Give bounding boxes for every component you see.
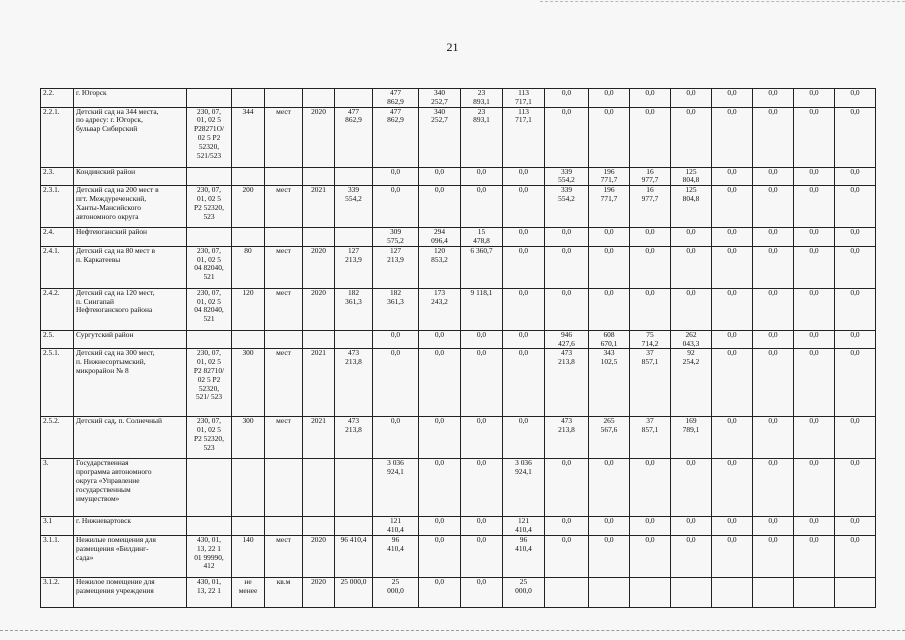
table-cell: 0,0 — [545, 246, 589, 288]
table-cell: 0,0 — [671, 535, 712, 577]
table-cell: 0,0 — [545, 459, 589, 517]
table-cell — [303, 330, 335, 349]
table-cell: 0,0 — [835, 186, 876, 228]
table-cell: 0,0 — [753, 417, 794, 459]
table-cell: 182 361,3 — [373, 288, 419, 330]
table-cell: 0,0 — [794, 228, 835, 247]
table-row — [41, 89, 876, 108]
table-cell: 121 410,4 — [503, 517, 545, 536]
table-cell: 0,0 — [835, 288, 876, 330]
table-cell: 127 213,9 — [373, 246, 419, 288]
table-cell: 15 478,8 — [461, 228, 503, 247]
table-cell: 0,0 — [671, 517, 712, 536]
table-cell — [303, 517, 335, 536]
table-cell: 0,0 — [794, 89, 835, 108]
table-cell: 0,0 — [794, 535, 835, 577]
table-cell: 0,0 — [630, 459, 671, 517]
table-cell: Кондинский район — [74, 167, 187, 186]
table-row — [41, 186, 876, 228]
table-cell: Детский сад на 80 мест в п. Каркатеевы — [74, 246, 187, 288]
table-cell: 0,0 — [753, 246, 794, 288]
table-cell: 2.4.2. — [41, 288, 74, 330]
table-cell: 0,0 — [503, 288, 545, 330]
table-cell: 2.4. — [41, 228, 74, 247]
table-cell: 0,0 — [671, 246, 712, 288]
table-cell: 294 096,4 — [419, 228, 461, 247]
table-cell: 0,0 — [753, 535, 794, 577]
table-cell: 0,0 — [589, 517, 630, 536]
table-cell: мест — [265, 246, 303, 288]
table-cell: 0,0 — [545, 89, 589, 108]
table-cell: 6 360,7 — [461, 246, 503, 288]
table-cell: Детский сад на 344 места, по адресу: г. Югорск, бульвар Сибирский — [74, 107, 187, 167]
table-cell: 230, 07, 01, 02 5 Р2 52320, 523 — [187, 186, 232, 228]
table-row — [41, 417, 876, 459]
table-cell — [265, 228, 303, 247]
table-cell: 0,0 — [671, 228, 712, 247]
table-cell: 3.1.2. — [41, 577, 74, 607]
table-cell — [232, 89, 265, 108]
table-cell: 0,0 — [589, 535, 630, 577]
table-cell — [335, 228, 373, 247]
table-cell: мест — [265, 417, 303, 459]
table-cell: 120 — [232, 288, 265, 330]
table-cell: 473 213,8 — [545, 349, 589, 417]
table-cell: 2021 — [303, 417, 335, 459]
table-row — [41, 107, 876, 167]
table-cell: 0,0 — [630, 107, 671, 167]
table-cell: 0,0 — [630, 288, 671, 330]
table-cell: 0,0 — [589, 459, 630, 517]
table-cell: 121 410,4 — [373, 517, 419, 536]
table-cell: 0,0 — [753, 459, 794, 517]
table-cell: 0,0 — [753, 167, 794, 186]
table-row — [41, 577, 876, 607]
table-cell: 9 118,1 — [461, 288, 503, 330]
table-cell: 113 717,1 — [503, 107, 545, 167]
table-cell: Детский сад на 300 мест, п. Нижнесортымский, микрорайон № 8 — [74, 349, 187, 417]
table-cell: 0,0 — [753, 288, 794, 330]
table-cell: 75 714,2 — [630, 330, 671, 349]
table-cell: 0,0 — [589, 246, 630, 288]
table-cell: 0,0 — [753, 89, 794, 108]
table-cell: 0,0 — [794, 517, 835, 536]
table-cell: 0,0 — [835, 517, 876, 536]
table-cell: 0,0 — [712, 107, 753, 167]
table-cell: Нежилое помещение для размещения учреждения — [74, 577, 187, 607]
table-cell: 0,0 — [712, 288, 753, 330]
table-cell: 0,0 — [373, 167, 419, 186]
table-cell: мест — [265, 349, 303, 417]
table-row — [41, 459, 876, 517]
table-cell: 0,0 — [794, 330, 835, 349]
table-cell: 3 036 924,1 — [373, 459, 419, 517]
table-cell: 120 853,2 — [419, 246, 461, 288]
table-cell: Нежилые помещения для размещения «Билдинг- сада» — [74, 535, 187, 577]
table-cell: 2.4.1. — [41, 246, 74, 288]
table-cell: 0,0 — [461, 167, 503, 186]
table-cell: 3. — [41, 459, 74, 517]
table-cell: Сургутский район — [74, 330, 187, 349]
table-cell: 230, 07, 01, 02 5 Р2 82710/ 02 5 Р2 52320, 521/ 523 — [187, 349, 232, 417]
table-cell — [187, 167, 232, 186]
table-cell: 0,0 — [753, 228, 794, 247]
program-table — [40, 88, 876, 608]
table-cell: 0,0 — [589, 288, 630, 330]
table-cell: 25 000,0 — [503, 577, 545, 607]
table-row — [41, 167, 876, 186]
table-cell — [335, 330, 373, 349]
table-cell: 80 — [232, 246, 265, 288]
table-cell: 0,0 — [712, 330, 753, 349]
table-cell: 0,0 — [712, 246, 753, 288]
table-cell: 230, 07, 01, 02 5 04 82040, 521 — [187, 288, 232, 330]
table-cell: 0,0 — [503, 330, 545, 349]
scan-bottom-edge — [0, 630, 905, 631]
table-cell — [335, 89, 373, 108]
table-cell: 0,0 — [753, 186, 794, 228]
table-cell — [232, 228, 265, 247]
table-cell — [712, 577, 753, 607]
table-cell: 37 857,1 — [630, 417, 671, 459]
table-cell: кв.м — [265, 577, 303, 607]
table-cell: 2.3.1. — [41, 186, 74, 228]
table-cell: 0,0 — [630, 246, 671, 288]
table-cell: 0,0 — [545, 517, 589, 536]
table-cell: 0,0 — [794, 417, 835, 459]
table-cell: 0,0 — [461, 186, 503, 228]
table-cell: 0,0 — [835, 349, 876, 417]
table-cell: 0,0 — [630, 517, 671, 536]
table-cell: 0,0 — [753, 517, 794, 536]
table-cell: 477 862,9 — [373, 89, 419, 108]
table-cell: 3.1.1. — [41, 535, 74, 577]
table-cell: 230, 07, 01, 02 5 Р2 52320, 523 — [187, 417, 232, 459]
table-cell: 477 862,9 — [373, 107, 419, 167]
table-cell: 0,0 — [794, 186, 835, 228]
table-cell: 25 000,0 — [373, 577, 419, 607]
table-cell: 0,0 — [461, 459, 503, 517]
table-cell: 0,0 — [373, 186, 419, 228]
table-cell: 2.3. — [41, 167, 74, 186]
table-cell: Детский сад на 200 мест в пгт. Междуреченский, Ханты-Мансийского автономного округа — [74, 186, 187, 228]
table-cell: 0,0 — [835, 459, 876, 517]
table-cell: 3 036 924,1 — [503, 459, 545, 517]
table-cell: 0,0 — [794, 459, 835, 517]
table-row — [41, 535, 876, 577]
table-cell: 0,0 — [419, 535, 461, 577]
table-cell: 125 804,8 — [671, 167, 712, 186]
table-cell: 0,0 — [630, 89, 671, 108]
table-cell — [265, 517, 303, 536]
table-cell: 0,0 — [794, 349, 835, 417]
table-cell: 0,0 — [630, 535, 671, 577]
table-cell — [187, 89, 232, 108]
table-cell: 0,0 — [753, 349, 794, 417]
table-cell — [589, 577, 630, 607]
table-cell — [265, 459, 303, 517]
table-cell: 0,0 — [671, 89, 712, 108]
table-cell: 0,0 — [503, 349, 545, 417]
table-row — [41, 246, 876, 288]
table-cell — [303, 459, 335, 517]
table-cell: 0,0 — [712, 459, 753, 517]
table-cell: 2.5.1. — [41, 349, 74, 417]
table-cell — [232, 167, 265, 186]
scan-edge-line — [540, 1, 905, 2]
table-cell: 0,0 — [419, 349, 461, 417]
table-cell — [265, 89, 303, 108]
table-cell: 200 — [232, 186, 265, 228]
table-cell — [303, 228, 335, 247]
table-cell: 0,0 — [835, 535, 876, 577]
table-cell: 0,0 — [794, 288, 835, 330]
table-cell: 473 213,8 — [545, 417, 589, 459]
table-cell: 0,0 — [712, 517, 753, 536]
table-cell: 0,0 — [835, 107, 876, 167]
table-cell: 265 567,6 — [589, 417, 630, 459]
table-cell: 0,0 — [503, 417, 545, 459]
table-cell: 23 893,1 — [461, 89, 503, 108]
table-cell: 2020 — [303, 107, 335, 167]
table-cell: 2021 — [303, 349, 335, 417]
table-cell: 230, 07, 01, 02 5 04 82040, 521 — [187, 246, 232, 288]
table-cell: 300 — [232, 417, 265, 459]
table-cell: 0,0 — [712, 535, 753, 577]
table-cell: Детский сад на 120 мест, п. Сингапай Нефтеюганского района — [74, 288, 187, 330]
table-cell: 0,0 — [835, 417, 876, 459]
table-cell: 0,0 — [545, 107, 589, 167]
table-cell — [265, 167, 303, 186]
table-cell: 96 410,4 — [373, 535, 419, 577]
table-cell: 473 213,8 — [335, 349, 373, 417]
table-cell: 430, 01, 13, 22 1 01 99990, 412 — [187, 535, 232, 577]
table-cell: мест — [265, 107, 303, 167]
table-cell: 2.5. — [41, 330, 74, 349]
table-cell — [187, 228, 232, 247]
table-cell: 0,0 — [712, 228, 753, 247]
table-cell: 2.2.1. — [41, 107, 74, 167]
table-cell: 0,0 — [419, 330, 461, 349]
table-cell: 0,0 — [712, 89, 753, 108]
table-cell: 430, 01, 13, 22 1 — [187, 577, 232, 607]
table-cell: 0,0 — [712, 186, 753, 228]
table-cell: 92 254,2 — [671, 349, 712, 417]
table-cell: Государственная программа автономного округа «Управление государственным имуществом» — [74, 459, 187, 517]
table-cell — [187, 330, 232, 349]
table-cell: 0,0 — [794, 167, 835, 186]
table-cell: 344 — [232, 107, 265, 167]
table-cell — [187, 459, 232, 517]
table-cell: 2020 — [303, 288, 335, 330]
table-cell: 0,0 — [671, 107, 712, 167]
table-cell — [187, 517, 232, 536]
table-cell — [753, 577, 794, 607]
table-cell: 169 789,1 — [671, 417, 712, 459]
table-cell: 0,0 — [373, 330, 419, 349]
table-cell: 0,0 — [545, 288, 589, 330]
table-cell — [671, 577, 712, 607]
table-cell: 0,0 — [419, 167, 461, 186]
table-cell — [335, 459, 373, 517]
table-cell: 0,0 — [461, 517, 503, 536]
table-cell: 0,0 — [419, 517, 461, 536]
table-cell: 0,0 — [589, 107, 630, 167]
table-cell: 0,0 — [373, 417, 419, 459]
table-cell: 182 361,3 — [335, 288, 373, 330]
table-cell: 196 771,7 — [589, 167, 630, 186]
table-cell: 0,0 — [712, 417, 753, 459]
table-cell: 0,0 — [794, 246, 835, 288]
table-cell: 946 427,6 — [545, 330, 589, 349]
table-cell — [232, 517, 265, 536]
table-cell: 0,0 — [461, 577, 503, 607]
table-row — [41, 517, 876, 536]
table-cell: г. Югорск — [74, 89, 187, 108]
table-cell: 0,0 — [794, 107, 835, 167]
table-cell: 16 977,7 — [630, 167, 671, 186]
table-cell — [265, 330, 303, 349]
table-cell: 339 554,2 — [545, 186, 589, 228]
table-cell: 2020 — [303, 535, 335, 577]
table-cell: 196 771,7 — [589, 186, 630, 228]
table-cell: 2.5.2. — [41, 417, 74, 459]
table-cell: 2021 — [303, 186, 335, 228]
table-cell: 16 977,7 — [630, 186, 671, 228]
table-cell: 230, 07, 01, 02 5 Р28271О/ 02 5 Р2 52320, 521/523 — [187, 107, 232, 167]
table-cell: 0,0 — [503, 228, 545, 247]
table-cell: 0,0 — [419, 186, 461, 228]
table-cell — [335, 167, 373, 186]
table-cell: 2020 — [303, 577, 335, 607]
table-row — [41, 288, 876, 330]
table-cell: 0,0 — [419, 459, 461, 517]
table-cell: 2020 — [303, 246, 335, 288]
table-row — [41, 349, 876, 417]
table-cell: 0,0 — [419, 417, 461, 459]
table-cell: 262 043,3 — [671, 330, 712, 349]
table-cell: 0,0 — [753, 107, 794, 167]
table-cell: 473 213,8 — [335, 417, 373, 459]
table-cell: 0,0 — [373, 349, 419, 417]
table-cell — [545, 577, 589, 607]
table-cell: 309 575,2 — [373, 228, 419, 247]
table-cell: г. Нижневартовск — [74, 517, 187, 536]
table-cell: 0,0 — [461, 330, 503, 349]
table-cell: 0,0 — [835, 246, 876, 288]
page-number: 21 — [446, 40, 459, 54]
table-cell: 608 670,1 — [589, 330, 630, 349]
table-cell: 339 554,2 — [335, 186, 373, 228]
table-cell — [794, 577, 835, 607]
table-cell: мест — [265, 288, 303, 330]
table-row — [41, 330, 876, 349]
table-cell: 0,0 — [461, 417, 503, 459]
table-cell: 0,0 — [835, 167, 876, 186]
table-cell — [232, 459, 265, 517]
table-cell: 173 243,2 — [419, 288, 461, 330]
table-cell: 0,0 — [461, 349, 503, 417]
table-cell: 340 252,7 — [419, 89, 461, 108]
table-cell: 343 102,5 — [589, 349, 630, 417]
table-cell: 0,0 — [712, 349, 753, 417]
table-cell: 0,0 — [753, 330, 794, 349]
table-cell: 25 000,0 — [335, 577, 373, 607]
table-cell: Нефтеюганский район — [74, 228, 187, 247]
table-cell: 125 804,8 — [671, 186, 712, 228]
table-cell: 300 — [232, 349, 265, 417]
table-cell: 0,0 — [630, 228, 671, 247]
table-cell: 96 410,4 — [335, 535, 373, 577]
table-cell: Детский сад, п. Солнечный — [74, 417, 187, 459]
table-cell: 0,0 — [545, 228, 589, 247]
table-cell: 0,0 — [835, 330, 876, 349]
table-cell: 0,0 — [545, 535, 589, 577]
table-cell: 0,0 — [503, 246, 545, 288]
table-cell: 0,0 — [835, 228, 876, 247]
table-cell: 0,0 — [503, 167, 545, 186]
table-cell: 0,0 — [671, 459, 712, 517]
table-cell — [630, 577, 671, 607]
table-cell: 339 554,2 — [545, 167, 589, 186]
table-cell: 140 — [232, 535, 265, 577]
table-cell — [303, 89, 335, 108]
table-cell: 0,0 — [461, 535, 503, 577]
table-cell: 96 410,4 — [503, 535, 545, 577]
table-cell — [232, 330, 265, 349]
table-cell — [835, 577, 876, 607]
table-cell — [303, 167, 335, 186]
table-cell: 340 252,7 — [419, 107, 461, 167]
table-cell: 113 717,1 — [503, 89, 545, 108]
table-cell: 3.1 — [41, 517, 74, 536]
table-cell: 0,0 — [712, 167, 753, 186]
table-cell: 0,0 — [589, 228, 630, 247]
table-cell: 37 857,1 — [630, 349, 671, 417]
table-cell: 477 862,9 — [335, 107, 373, 167]
table-cell: 0,0 — [835, 89, 876, 108]
table-body — [41, 89, 876, 608]
table-row — [41, 228, 876, 247]
table-cell — [335, 517, 373, 536]
table-cell: 0,0 — [671, 288, 712, 330]
table-cell: не менее — [232, 577, 265, 607]
table-cell: 0,0 — [503, 186, 545, 228]
table-cell: 23 893,1 — [461, 107, 503, 167]
table-cell: 127 213,9 — [335, 246, 373, 288]
table-cell: 0,0 — [419, 577, 461, 607]
table-cell: 2.2. — [41, 89, 74, 108]
table-cell: мест — [265, 186, 303, 228]
table-cell: 0,0 — [589, 89, 630, 108]
table-cell: мест — [265, 535, 303, 577]
